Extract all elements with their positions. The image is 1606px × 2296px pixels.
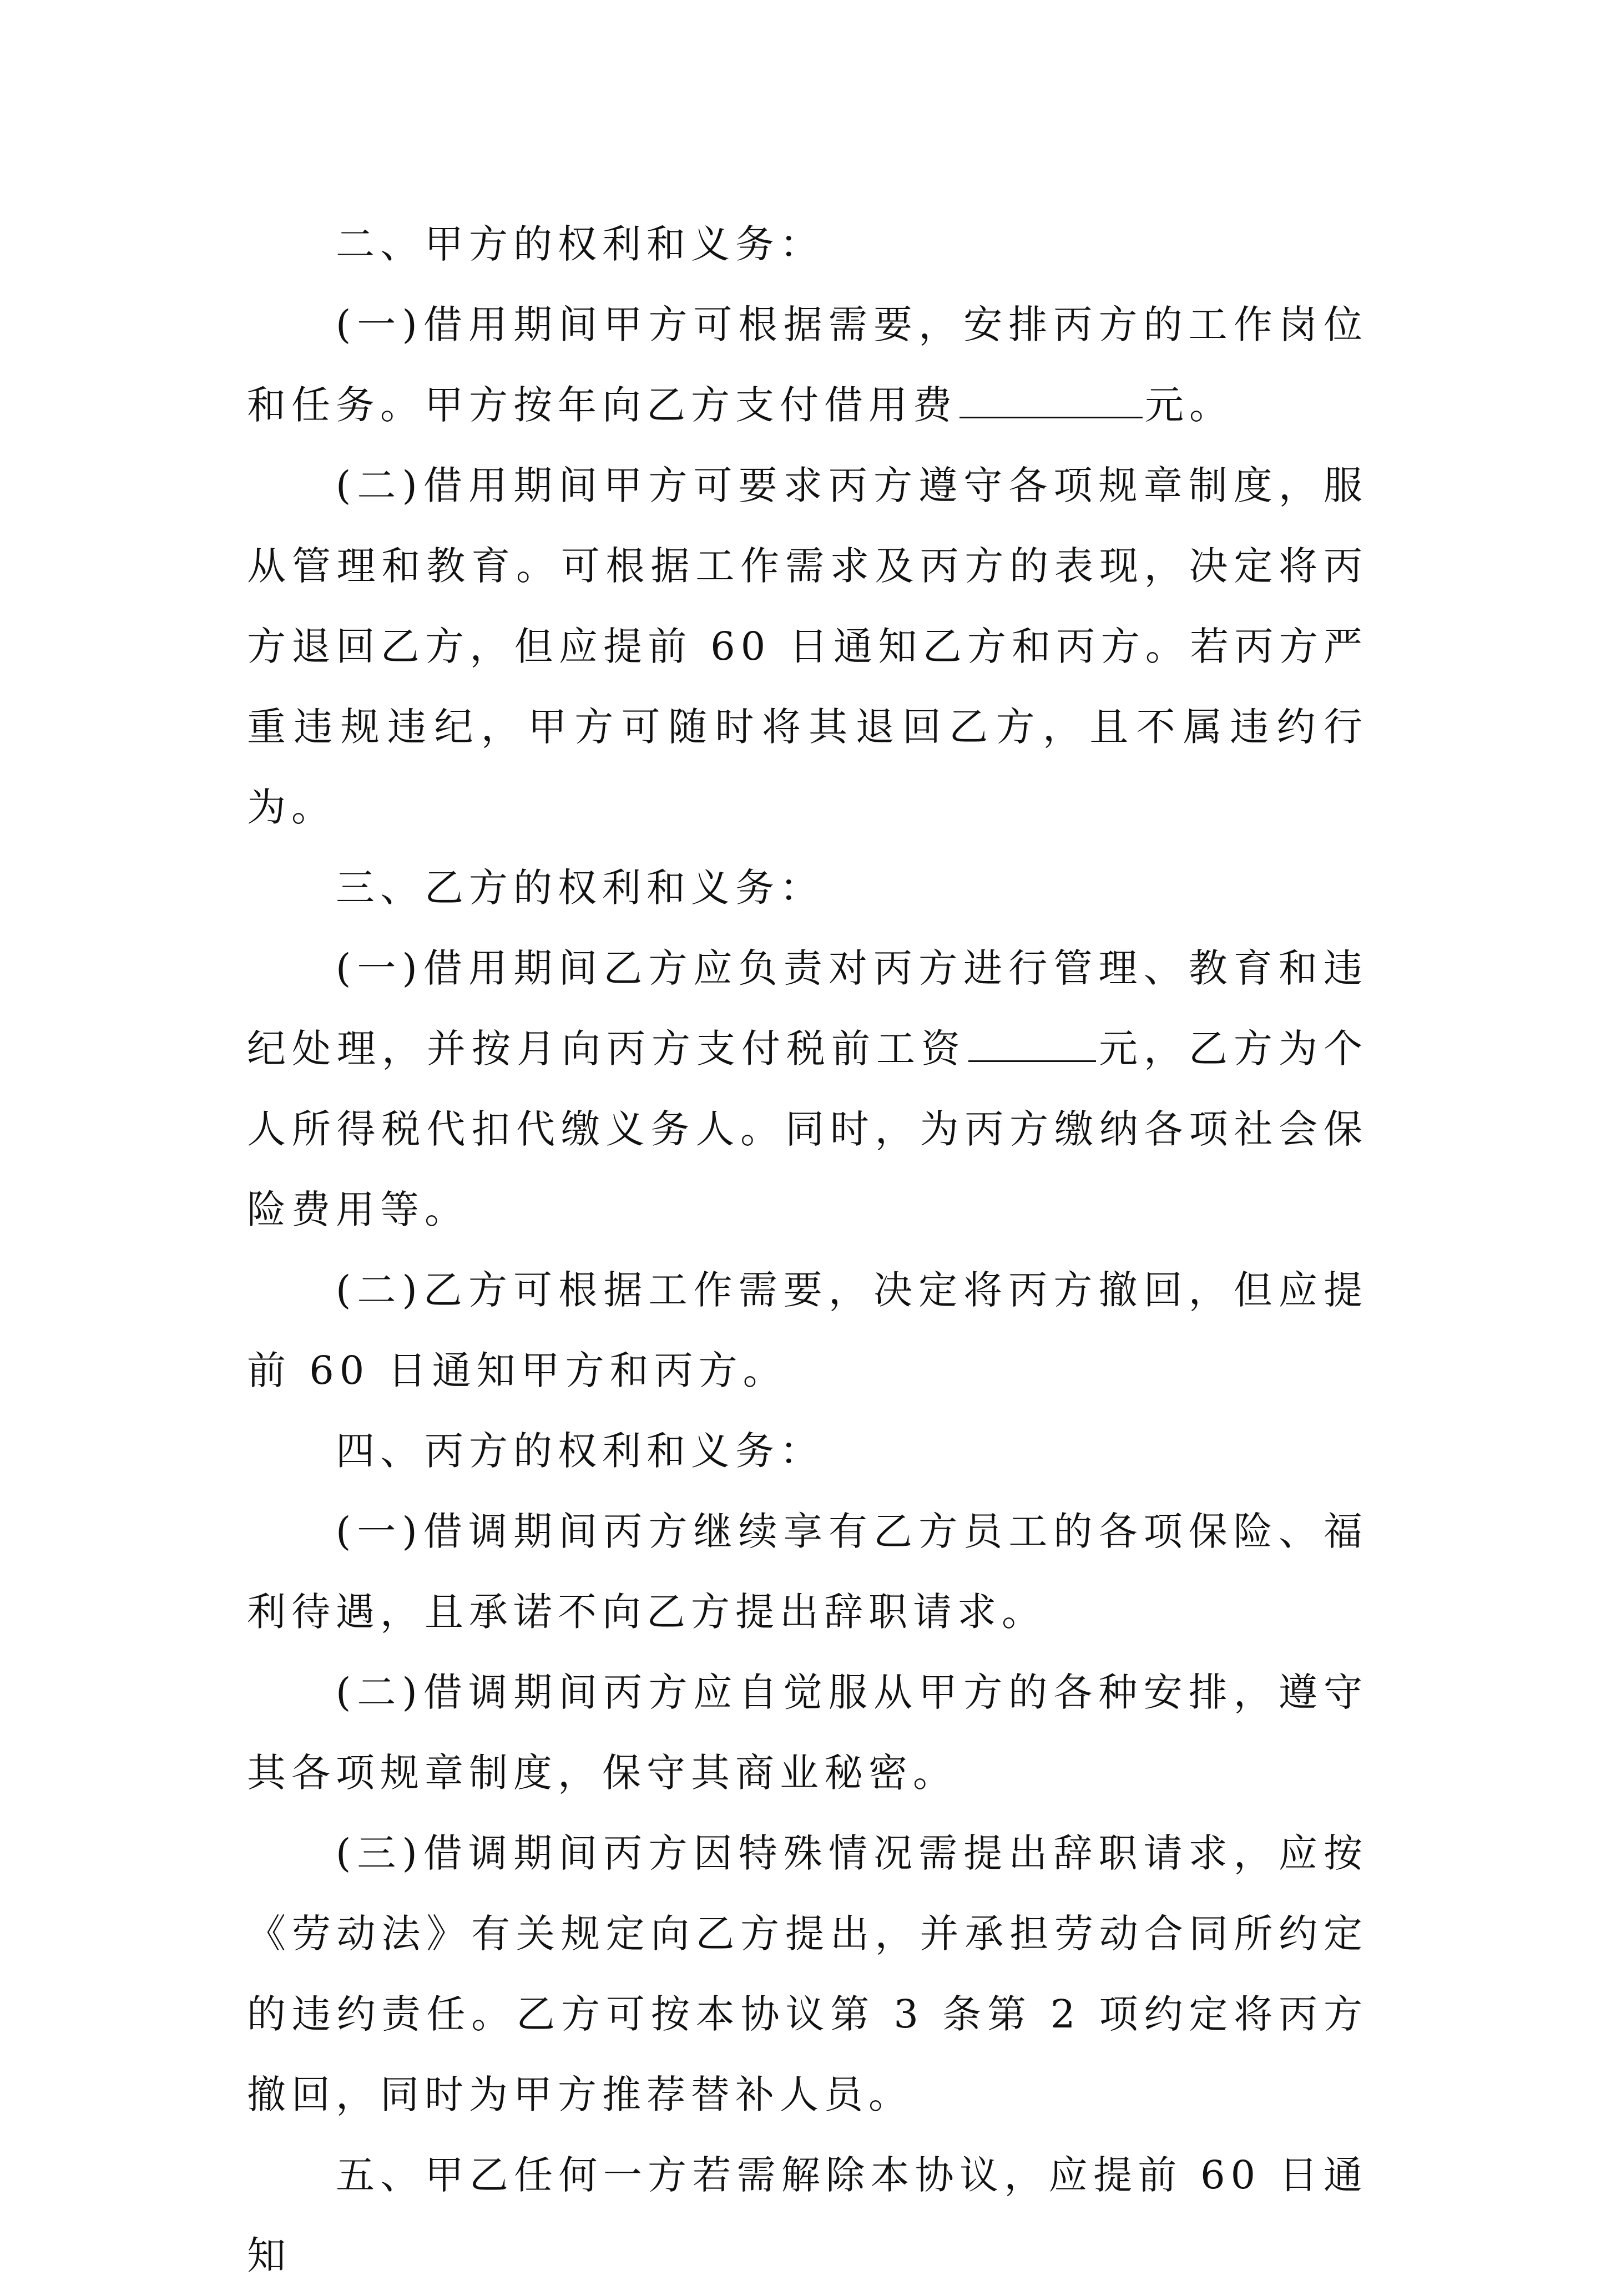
section-heading-party-b (247, 848, 1368, 928)
clause-party-a-1 (247, 285, 1368, 446)
paragraph-text: 元，乙方为个人所得税代扣代缴义务人。同时，为丙方缴纳各项社会保险费用等。 (247, 1026, 1368, 1232)
paragraph-text: (二)乙方可根据工作需要，决定将丙方撤回，但应提前 60 日通知甲方和丙方。 (247, 1267, 1368, 1393)
paragraph-text: 元。 (1145, 382, 1234, 428)
paragraph-text: (一)借用期间乙方应负责对丙方进行管理、教育和违纪处理，并按月向丙方支付税前工资 (247, 945, 1368, 1071)
clause-party-c-1 (247, 1491, 1368, 1652)
paragraph-text: 五、甲乙任何一方若需解除本协议，应提前 60 日通知 (247, 2152, 1368, 2278)
paragraph-text: (一)借用期间甲方可根据需要，安排丙方的工作岗位和任务。甲方按年向乙方支付借用费 (247, 302, 1368, 428)
paragraph-text: (二)借用期间甲方可要求丙方遵守各项规章制度，服从管理和教育。可根据工作需求及丙方的表现，决定将丙方退回乙方，但应提前 60 日通知乙方和丙方。若丙方严重违规违纪，甲方可随时将其退回乙方，且不属违约行为。 (247, 463, 1368, 830)
clause-party-c-3 (247, 1813, 1368, 2135)
document-body (247, 204, 1368, 2296)
clause-party-b-1 (247, 928, 1368, 1250)
section-heading-party-c (247, 1411, 1368, 1491)
paragraph-text: (二)借调期间丙方应自觉服从甲方的各种安排，遵守其各项规章制度，保守其商业秘密。 (247, 1670, 1368, 1796)
clause-party-a-2 (247, 446, 1368, 848)
paragraph-text: 三、乙方的权利和义务： (336, 865, 824, 911)
paragraph-text: 四、丙方的权利和义务： (336, 1428, 824, 1474)
section-heading-party-a (247, 204, 1368, 285)
paragraph-text: (一)借调期间丙方继续享有乙方员工的各项保险、福利待遇，且承诺不向乙方提出辞职请求。 (247, 1509, 1368, 1635)
fill-in-blank-salary[interactable] (968, 1020, 1096, 1062)
section-heading-termination (247, 2135, 1368, 2296)
fill-in-blank-borrow-fee[interactable] (959, 377, 1143, 418)
clause-party-c-2 (247, 1652, 1368, 1813)
clause-party-b-2 (247, 1250, 1368, 1411)
paragraph-text: 二、甲方的权利和义务： (336, 221, 824, 267)
paragraph-text: (三)借调期间丙方因特殊情况需提出辞职请求，应按《劳动法》有关规定向乙方提出，并承担劳动合同所约定的违约责任。乙方可按本协议第 3 条第 2 项约定将丙方撤回，同时为甲方推荐替补人员。 (247, 1830, 1368, 2117)
